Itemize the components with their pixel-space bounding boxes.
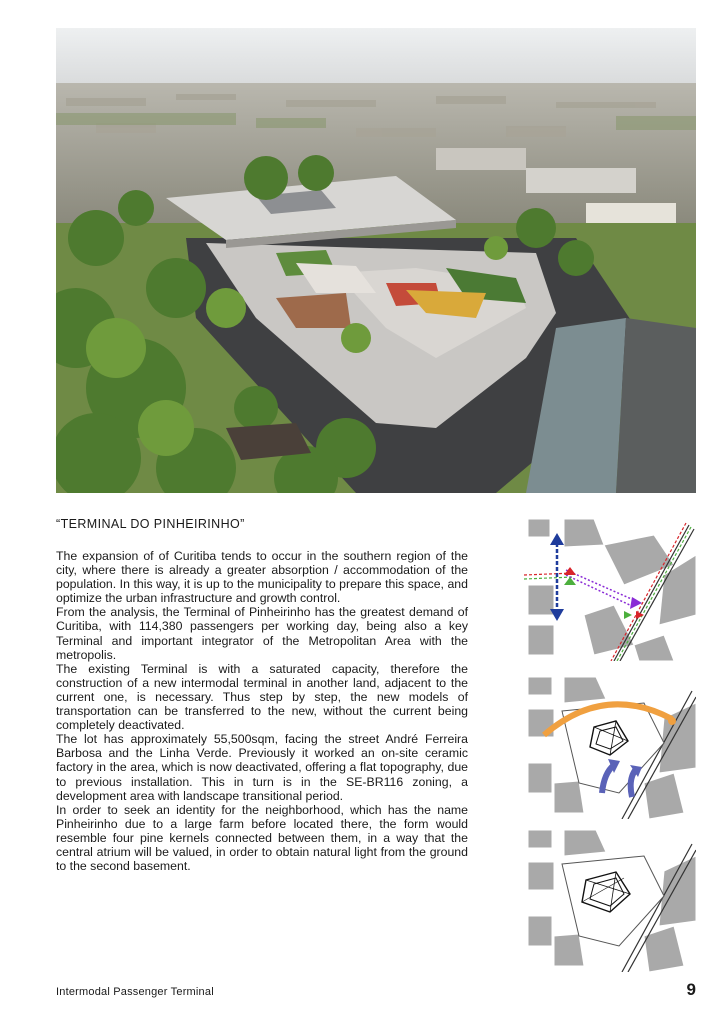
aerial-render-image — [56, 28, 696, 493]
footer-section-title: Intermodal Passenger Terminal — [56, 986, 214, 998]
paragraph: From the analysis, the Terminal of Pinheirinho has the greatest demand of Curitiba, with 114,380 passengers per working day, being also a key Terminal and important integrator of the Metropolitan Area with the metropolis. — [56, 605, 468, 662]
site-diagram-massing — [524, 826, 696, 972]
paragraph: The lot has approximately 55,500sqm, facing the street André Ferreira Barbosa and the Linha Verde. Previously it worked an on-site ceramic factory in the area, which is now deactivated, offering a flat topography, due to previous installation. This in turn is in the SE-BR116 zoning, a development area with landscape transitional period. — [56, 732, 468, 803]
article-body — [56, 549, 468, 873]
site-diagram-circulation — [524, 515, 696, 661]
article-title: “TERMINAL DO PINHEIRINHO” — [56, 517, 245, 531]
paragraph: The existing Terminal is with a saturated capacity, therefore the construction of a new intermodal terminal in another land, adjacent to the current one, is necessary. Thus step by step, the new models of transportation can be transferred to the new, without the current being completely deactivated. — [56, 661, 468, 733]
paragraph: The expansion of of Curitiba tends to occur in the southern region of the city, where there is already a greater absorption / accommodation of the population. In this way, it is up to the municipality to prepare this space, and optimize the urban infrastructure and growth control. — [56, 549, 468, 606]
paragraph: In order to seek an identity for the neighborhood, which has the name Pinheirinho due to a large farm before located there, the form would resemble four pine kernels connected between them, in a way that the central atrium will be valued, in order to obtain natural light from the ground to the second basement. — [56, 802, 468, 874]
page-number: 9 — [686, 980, 696, 999]
site-diagram-sunpath — [524, 673, 696, 819]
